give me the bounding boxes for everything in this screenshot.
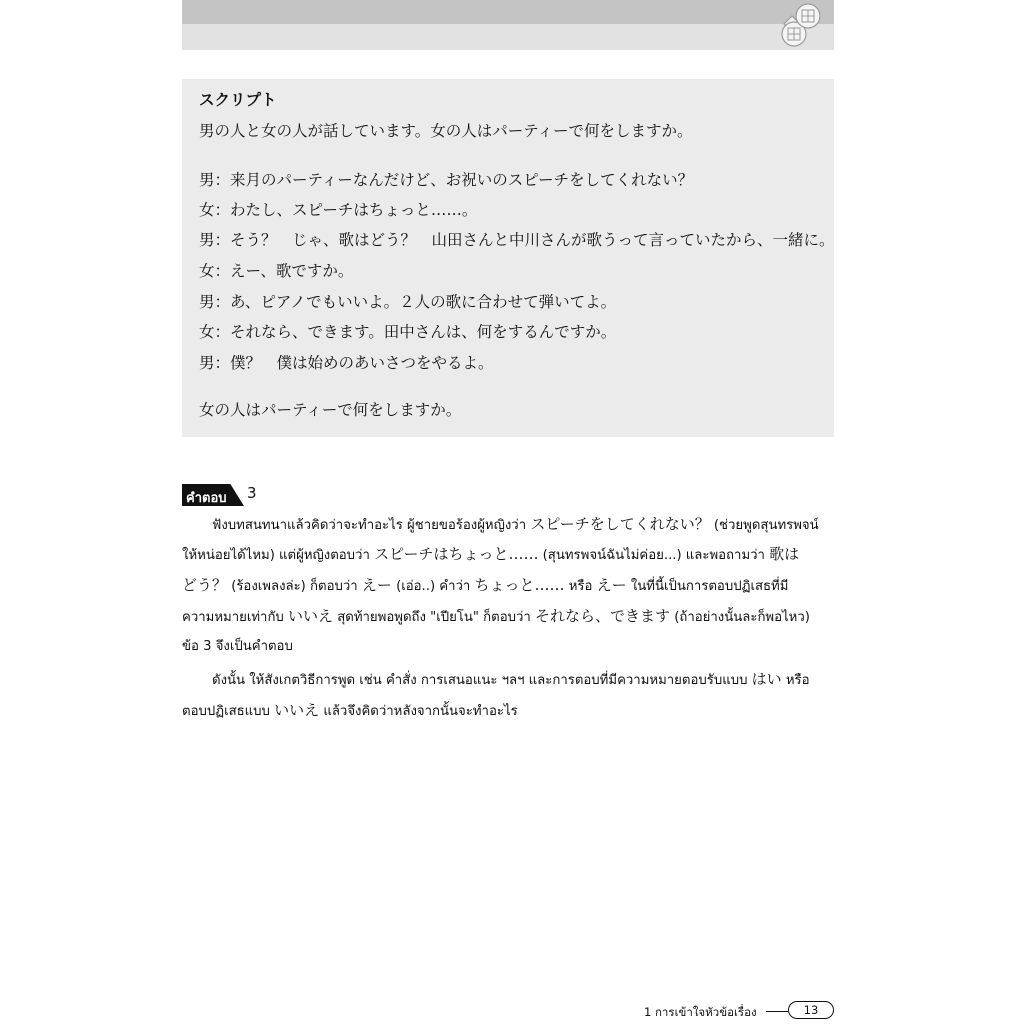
dialogue-line: 女：わたし、スピーチはちょっと……。: [199, 201, 478, 219]
japanese-phrase: 歌は: [769, 545, 800, 563]
thai-text: สุดท้ายพอพูดถึง "เปียโน" ก็ตอบว่า: [333, 610, 536, 625]
page-footer: [644, 1001, 836, 1021]
answer-paragraph-line: [182, 578, 788, 593]
japanese-phrase: はい: [751, 670, 782, 688]
answer-paragraph-line: [182, 547, 799, 562]
dialogue-line: 男：あ、ピアノでもいいよ。２人の歌に合わせて弾いてよ。: [199, 293, 617, 311]
thai-text: ให้หน่อยได้ไหม) แต่ผู้หญิงตอบว่า: [182, 548, 375, 563]
answer-paragraph-line: [212, 517, 819, 532]
japanese-phrase: スピーチをしてくれない？: [530, 515, 710, 533]
answer-paragraph-line: [212, 672, 810, 687]
thai-text: (สุนทรพจน์ฉันไม่ค่อย...) และพอถามว่า: [538, 548, 770, 563]
footer-divider: [766, 1011, 788, 1012]
script-question-bottom: 女の人はパーティーで何をしますか。: [199, 401, 462, 419]
knot-ornament-icon: [778, 0, 828, 52]
answer-paragraph-line: [182, 609, 810, 624]
japanese-phrase: それなら、できます: [535, 607, 671, 625]
thai-text: (เอ่อ..) คำว่า: [391, 579, 475, 594]
thai-text: (ช่วยพูดสุนทรพจน์: [709, 518, 819, 533]
japanese-phrase: いいえ: [274, 701, 320, 719]
japanese-phrase: ちょっと……: [474, 576, 565, 594]
thai-text: หรือ: [564, 579, 597, 594]
thai-text: ฟังบทสนทนาแล้วคิดว่าจะทำอะไร ผู้ชายขอร้องผู้หญิงว่า: [212, 518, 531, 533]
japanese-phrase: スピーチはちょっと……: [374, 545, 539, 563]
answer-label: คำตอบ: [186, 491, 227, 506]
banner-dark-strip: [182, 0, 834, 24]
chapter-title: 1 การเข้าใจหัวข้อเรื่อง: [644, 1005, 757, 1019]
japanese-phrase: いいえ: [288, 607, 334, 625]
thai-text: (ถ้าอย่างนั้นละก็พอไหว): [670, 610, 810, 625]
japanese-phrase: どう？: [182, 576, 228, 594]
page-number: 13: [788, 1001, 834, 1019]
banner-light-strip: [182, 24, 834, 50]
japanese-phrase: えー: [361, 576, 392, 594]
dialogue-line: 男：そう？ じゃ、歌はどう？ 山田さんと中川さんが歌うって言っていたから、一緒に。: [199, 231, 835, 249]
thai-text: ความหมายเท่ากับ: [182, 610, 288, 625]
dialogue-line: 女：えー、歌ですか。: [199, 262, 354, 280]
thai-text: ในที่นี้เป็นการตอบปฏิเสธที่มี: [626, 579, 789, 594]
thai-text: หรือ: [781, 673, 810, 688]
thai-text: แล้วจึงคิดว่าหลังจากนั้นจะทำอะไร: [319, 704, 518, 719]
dialogue-line: 男：来月のパーティーなんだけど、お祝いのスピーチをしてくれない？: [199, 171, 694, 189]
top-banner: [182, 0, 834, 50]
dialogue-line: 男：僕？ 僕は始めのあいさつをやるよ。: [199, 354, 494, 372]
answer-paragraph-line: [182, 703, 518, 718]
thai-text: ดังนั้น ให้สังเกตวิธีการพูด เช่น คำสั่ง การเสนอแนะ ฯลฯ และการตอบที่มีความหมายตอบรับแบบ: [212, 673, 752, 688]
script-title: スクリプト: [199, 91, 277, 109]
script-question-top: 男の人と女の人が話しています。女の人はパーティーで何をしますか。: [199, 122, 693, 140]
japanese-phrase: えー: [596, 576, 627, 594]
thai-text: (ร้องเพลงล่ะ) ก็ตอบว่า: [227, 579, 362, 594]
answer-paragraph-line: ข้อ 3 จึงเป็นคำตอบ: [182, 639, 293, 654]
answer-number: 3: [247, 484, 257, 502]
thai-text: ตอบปฏิเสธแบบ: [182, 704, 275, 719]
dialogue-line: 女：それなら、できます。田中さんは、何をするんですか。: [199, 323, 617, 341]
